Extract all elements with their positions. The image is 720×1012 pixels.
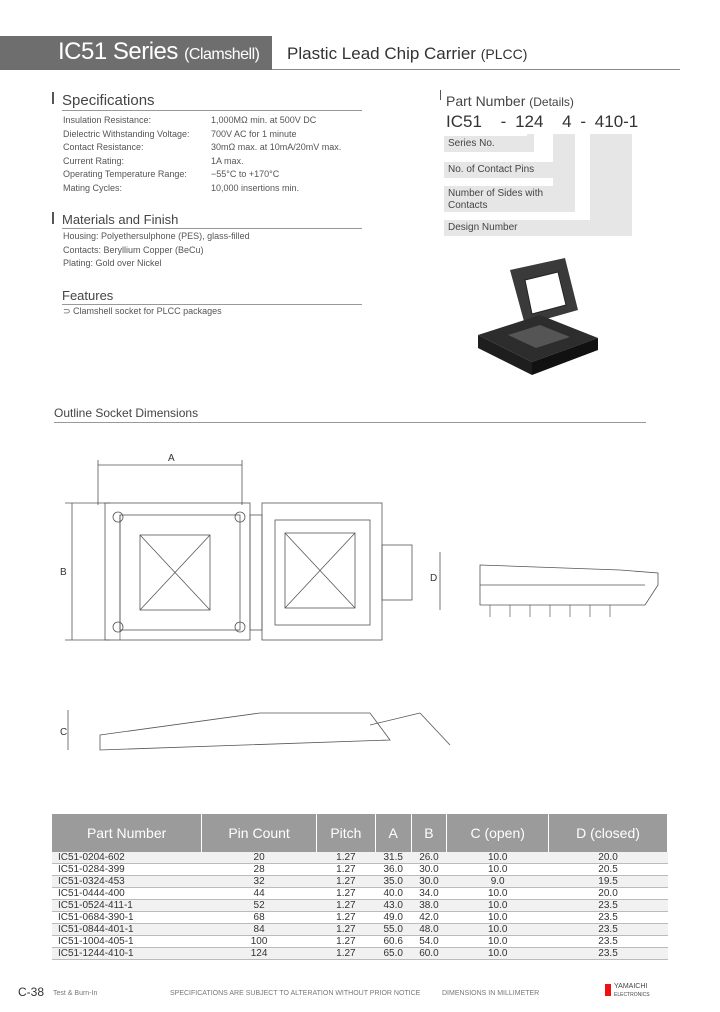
materials-marker [52,212,54,224]
product-name: Plastic Lead Chip Carrier [287,44,476,63]
latch [382,545,412,600]
spec-row: Insulation Resistance: 1,000MΩ min. at 500V DC [63,115,317,125]
series-name: IC51 Series [58,38,178,65]
table-row [52,912,668,924]
table-cell: 9.0 [447,876,549,888]
left-socket [105,503,250,640]
footer-notice: SPECIFICATIONS ARE SUBJECT TO ALTERATION WITHOUT PRIOR NOTICE [170,990,421,997]
table-cell: 20.0 [549,852,668,864]
table-cell: 10.0 [447,936,549,948]
col-part-number: Part Number [52,814,202,852]
feature-row: ⊃ Clamshell socket for PLCC packages [63,306,222,316]
specifications-list [63,114,341,195]
specifications-rule [62,110,362,111]
table-cell: 48.0 [411,924,447,936]
material-row: Contacts: Beryllium Copper (BeCu) [63,244,204,255]
right-lid-inner [275,520,370,625]
series-type: (Clamshell) [184,46,260,63]
table-row [52,888,668,900]
table-cell: IC51-1244-410-1 [52,948,202,960]
footer-units: DIMENSIONS IN MILLIMETER [442,990,540,997]
pn-marker [440,90,441,100]
specifications-title: Specifications [62,92,155,109]
dim-c-label: C [60,727,68,738]
dim-a-label: A [168,453,175,464]
table-cell: 28 [202,864,317,876]
table-cell: 10.0 [447,924,549,936]
table-cell: 43.0 [375,900,411,912]
table-cell: 68 [202,912,317,924]
table-cell: 54.0 [411,936,447,948]
brand-logo: YAMAICHI ELECTRONICS [614,983,650,998]
table-cell: 26.0 [411,852,447,864]
outline-rule [54,422,646,423]
spec-row: Current Rating: 1A max. [63,155,244,166]
col-c: C (open) [447,814,549,852]
dimensions-table [52,814,668,960]
product-abbr: (PLCC) [480,46,528,62]
table-cell: 1.27 [316,912,375,924]
table-body [52,852,668,960]
table-cell: 10.0 [447,864,549,876]
table-row [52,924,668,936]
materials-rule [62,228,362,229]
table-cell: 52 [202,900,317,912]
table-row [52,876,668,888]
header-rule [272,69,680,70]
table-cell: 20.0 [549,888,668,900]
col-pin-count: Pin Count [202,814,317,852]
table-cell: 38.0 [411,900,447,912]
hinge [250,515,262,630]
table-cell: 60.6 [375,936,411,948]
dim-d-label: D [430,573,438,584]
table-cell: 40.0 [375,888,411,900]
table-cell: 10.0 [447,900,549,912]
pn-connector [590,134,632,234]
table-cell: 1.27 [316,864,375,876]
spec-row: Mating Cycles: 10,000 insertions min. [63,182,300,193]
product-title [287,44,527,64]
side-view-latch [420,713,450,745]
table-cell: 84 [202,924,317,936]
table-cell: IC51-0324-453 [52,876,202,888]
pn-label-design: Design Number [444,220,632,236]
table-cell: IC51-0204-602 [52,852,202,864]
table-cell: IC51-0284-399 [52,864,202,876]
part-number-code: IC51 - 124 4 - 410-1 [446,112,639,131]
pn-label-series: Series No. [444,136,534,152]
side-view-open [100,713,390,750]
table-cell: 23.5 [549,924,668,936]
table-cell: 1.27 [316,876,375,888]
table-cell: 20.5 [549,864,668,876]
table-cell: 124 [202,948,317,960]
table-cell: 10.0 [447,888,549,900]
table-cell: 23.5 [549,900,668,912]
table-cell: 23.5 [549,948,668,960]
materials-title: Materials and Finish [62,212,179,227]
socket-photo [470,250,610,380]
screw-hole [113,622,123,632]
table-row [52,900,668,912]
table-header-row [52,814,668,852]
materials-list [63,230,250,271]
table-row [52,864,668,876]
features-title: Features [62,288,114,303]
part-number-title: Part Number (Details) [446,93,574,109]
table-cell: 10.0 [447,912,549,924]
table-cell: 1.27 [316,924,375,936]
table-cell: 34.0 [411,888,447,900]
spec-marker [52,92,54,104]
table-cell: IC51-0524-411-1 [52,900,202,912]
table-cell: 32 [202,876,317,888]
table-cell: 1.27 [316,936,375,948]
table-cell: 30.0 [411,864,447,876]
table-cell: 1.27 [316,900,375,912]
spec-row: Operating Temperature Range: −55°C to +170°C [63,169,280,179]
table-cell: 1.27 [316,948,375,960]
table-cell: 60.0 [411,948,447,960]
brand-logo-icon [605,984,611,996]
outline-drawing [60,445,660,775]
table-cell: 23.5 [549,912,668,924]
material-row: Plating: Gold over Nickel [63,258,162,268]
table-cell: 19.5 [549,876,668,888]
table-row [52,936,668,948]
col-b: B [411,814,447,852]
screw-hole [113,512,123,522]
material-row: Housing: Polyethersulphone (PES), glass-filled [63,231,250,241]
table-row [52,852,668,864]
table-cell: 55.0 [375,924,411,936]
spec-row: Contact Resistance: 30mΩ max. at 10mA/20mV max. [63,142,342,152]
table-cell: 36.0 [375,864,411,876]
table-cell: IC51-0844-401-1 [52,924,202,936]
table-cell: 65.0 [375,948,411,960]
table-cell: IC51-0684-390-1 [52,912,202,924]
table-cell: 10.0 [447,852,549,864]
pn-label-pins: No. of Contact Pins [444,162,575,178]
col-a: A [375,814,411,852]
table-cell: 44 [202,888,317,900]
table-cell: 35.0 [375,876,411,888]
footer-category: Test & Burn-In [53,990,98,997]
table-cell: IC51-0444-400 [52,888,202,900]
pn-label-sides: Number of Sides with Contacts [444,186,575,212]
side-view-lid [370,713,420,725]
series-title [58,38,259,66]
table-cell: 49.0 [375,912,411,924]
table-cell: 10.0 [447,948,549,960]
table-cell: 30.0 [411,876,447,888]
table-cell: 31.5 [375,852,411,864]
outline-title: Outline Socket Dimensions [54,406,199,420]
table-cell: 1.27 [316,852,375,864]
page-number: C-38 [18,985,45,999]
table-cell: 42.0 [411,912,447,924]
spec-row: Dielectric Withstanding Voltage: 700V AC for 1 minute [63,128,297,139]
table-cell: 23.5 [549,936,668,948]
table-cell: 100 [202,936,317,948]
dim-b-label: B [60,567,67,578]
table-row [52,948,668,960]
col-d: D (closed) [549,814,668,852]
table-cell: 1.27 [316,888,375,900]
table-cell: 20 [202,852,317,864]
col-pitch: Pitch [316,814,375,852]
table-cell: IC51-1004-405-1 [52,936,202,948]
left-socket-inner [120,515,240,630]
right-lid [262,503,382,640]
